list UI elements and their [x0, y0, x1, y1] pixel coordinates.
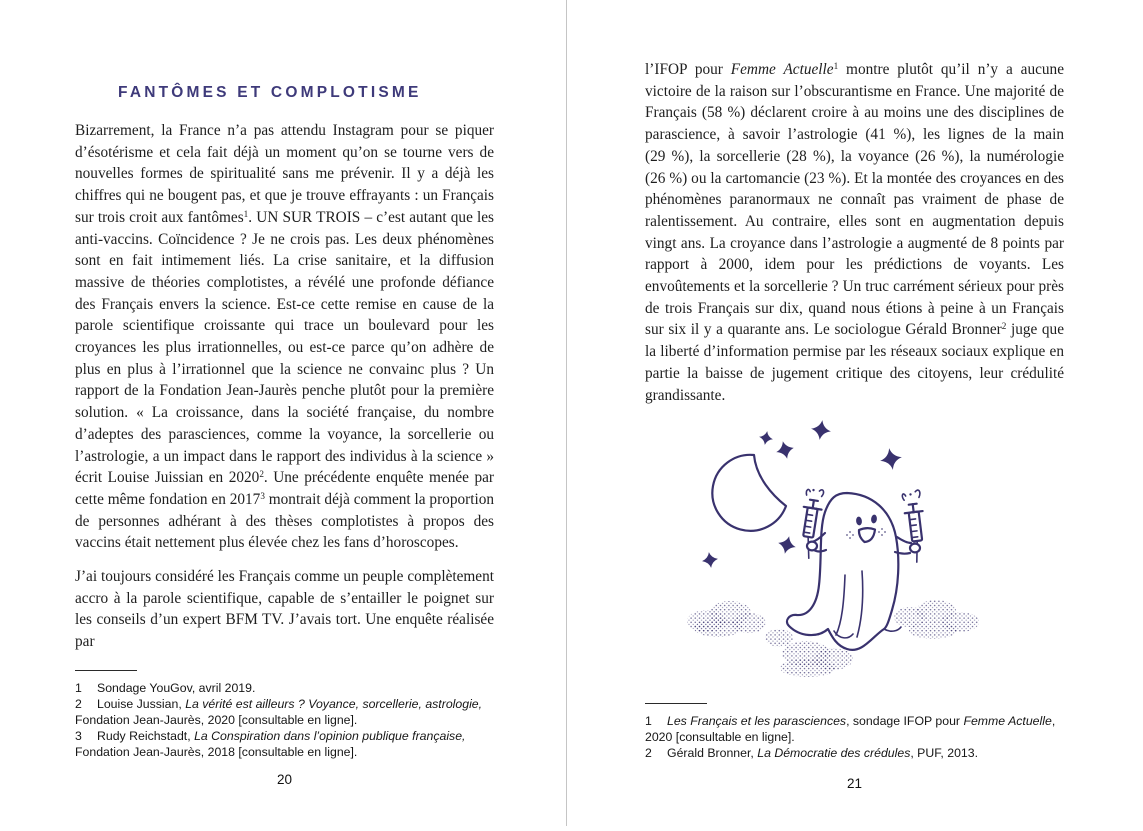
footnote: 1 Sondage YouGov, avril 2019.	[75, 681, 256, 695]
body-text-left	[75, 120, 494, 653]
ghost-illustration	[648, 407, 988, 692]
footnote-rule	[75, 670, 137, 671]
page-number-left: 20	[276, 772, 293, 787]
ghost-left-hand	[807, 542, 817, 551]
body-paragraph: Bizarrement, la France n’a pas attendu Instagram pour se piquer d’ésotérisme et cela fait déjà un moment qu’on se tourne vers de nouvelles formes de spiritualité sans me prévenir. Il y a déjà les chiffres qui ne bougent pas, et que je trouve effrayants : un Français sur trois croit aux fantômes$^1$. UN SUR TROIS – c’est autant que les anti-vaccins. Coïncidence ? Je ne crois pas. Les deux phénomènes sont en fait intimement liés. La crise sanitaire, et la diffusion massive de théories complotistes, a révélé une profonde défiance des Français envers la science. Est-ce cette remise en cause de la parole scientifique croissante qui trace un boulevard pour les croyances les plus irrationnelles, ou est-ce parce qu’on adhère de plus en plus à l’irrationnel que la science ne convainc plus ? Un rapport de la Fondation Jean-Jaurès penche plutôt pour la première solution. « La croissance, dans la société française, du nombre d’adeptes des parasciences, comme la voyance, la sorcellerie ou l’astrologie, a un impact dans le rapport des individus à la science » écrit Louise Juissian en 2020$^2$. Une précédente enquête menée par cette même fondation en 2017$^3$ montrait déjà comment la proportion de personnes adhérant à des thèses complotistes à propos des vaccins était nettement plus élevée chez les fans d’horoscopes.	[75, 122, 495, 552]
page-left	[75, 0, 494, 831]
footnote: 1 Les Français et les parasciences, sondage IFOP pour Femme Actuelle, 2020 [consultable en ligne].	[645, 714, 1056, 744]
footnotes-left	[75, 681, 494, 761]
ghost-hem-curl	[884, 627, 901, 631]
body-text-right	[645, 59, 1064, 406]
footnote-rule	[645, 703, 707, 704]
star-icon	[774, 439, 796, 461]
star-icon	[758, 430, 774, 446]
chapter-title: FANTÔMES ET COMPLOTISME	[118, 84, 422, 101]
footnote: 2 Gérald Bronner, La Démocratie des crédules, PUF, 2013.	[645, 745, 979, 760]
footnote: 3 Rudy Reichstadt, La Conspiration dans l’opinion publique française, Fondation Jean-Jaurès, 2018 [consultable en ligne].	[75, 728, 466, 759]
cloud-right	[894, 600, 979, 639]
footnote: 2 Louise Jussian, La vérité est ailleurs ? Voyance, sorcellerie, astrologie, Fondation Jean-Jaurès, 2020 [consultable en ligne].	[75, 696, 483, 727]
ghost-illustration-svg	[648, 407, 988, 692]
page-right	[645, 0, 1064, 831]
body-paragraph: J’ai toujours considéré les Français comme un peuple complètement accro à la parole scientifique, capable de s’entailler le poignet sur les conseils d’un expert BFM TV. J’avais tort. Une enquête réalisée par	[75, 568, 494, 651]
page-number-right: 21	[846, 776, 863, 791]
cloud-left	[687, 601, 766, 637]
star-icon	[776, 534, 798, 556]
crescent-moon-icon	[712, 455, 786, 531]
ghost-right-arm	[895, 552, 910, 554]
body-paragraph: l’IFOP pour Femme Actuelle$^1$ montre plutôt qu’il n’y a aucune victoire de la raison sur l’obscurantisme en France. Une majorité de Français (58 %) déclarent croire à au moins une des disciplines de parascience, à savoir l’astrologie (41 %), les lignes de la main (29 %), la sorcellerie (28 %), la voyance (26 %), la numérologie (26 %) ou la cartomancie (23 %). Et la montée des croyances en des phénomènes paranormaux ne connaît pas vraiment de phase de ralentissement. Au contraire, elles sont en augmentation depuis vingt ans. La croyance dans l’astrologie a augmenté de 8 points par rapport à 2000, idem pour les prédictions de voyants. Les envoûtements et la sorcellerie ? Un truc carrément sérieux pour près de trois Français sur dix, quand nous étions à peine à un Français sur six il y a quarante ans. Le sociologue Gérald Bronner$^2$ juge que la liberté d’information permise par les réseaux sociaux explique en partie la baisse de jugement critique des citoyens, leur crédulité grandissante.	[645, 60, 1065, 404]
star-icon	[878, 446, 903, 471]
ghost-body	[787, 493, 898, 650]
footnotes-right	[645, 714, 1064, 762]
ghost-right-hand	[910, 544, 920, 553]
star-icon	[701, 551, 719, 569]
ghost-right-arm	[897, 537, 911, 543]
page-gutter-divider	[566, 0, 567, 826]
star-icon	[810, 419, 833, 442]
